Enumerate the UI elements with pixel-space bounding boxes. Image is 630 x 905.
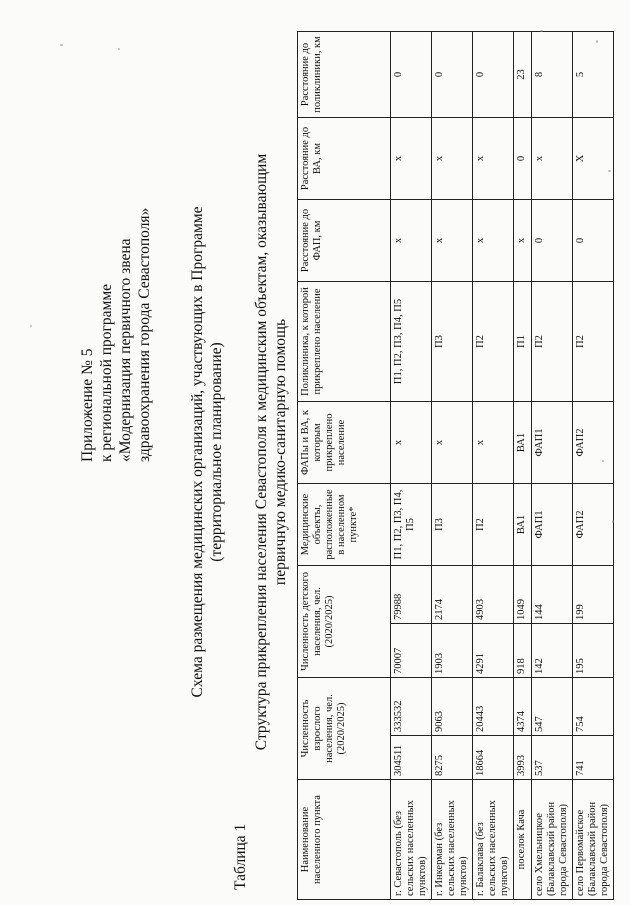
medical-objects: ВА1	[514, 483, 532, 565]
scan-speck	[596, 40, 598, 43]
child-2020: 1903	[432, 624, 473, 678]
table-row	[432, 31, 473, 899]
scan-speck	[602, 460, 604, 462]
distance-va: х	[473, 117, 514, 199]
scheme-title-line: Схема размещения медицинских организаций, участвующих в Программе	[189, 206, 206, 698]
distance-fap: 0	[532, 199, 573, 281]
adult-2025: 754	[573, 678, 614, 736]
child-2020: 4291	[473, 624, 514, 678]
attachment-table	[297, 31, 614, 900]
distance-polyclinic: 8	[532, 31, 573, 117]
distance-va: х	[432, 117, 473, 199]
fap-va: ФАП1	[532, 401, 573, 483]
appendix-line: Приложение № 5	[79, 348, 96, 462]
adult-2020: 8275	[432, 736, 473, 780]
child-2025: 199	[573, 565, 614, 623]
medical-objects: П1, П2, П3, П4, П5	[391, 483, 432, 565]
scan-speck	[608, 170, 611, 172]
header-cell: Расстояние до ФАП, км	[298, 199, 391, 281]
scheme-title	[188, 2, 226, 902]
distance-fap: х	[514, 199, 532, 281]
distance-polyclinic: 0	[391, 31, 432, 117]
polyclinic: П2	[473, 281, 514, 401]
distance-va: х	[532, 117, 573, 199]
polyclinic: П2	[532, 281, 573, 401]
rotated-sheet	[0, 2, 630, 902]
adult-2025: 4374	[514, 678, 532, 736]
medical-objects: П3	[432, 483, 473, 565]
header-cell: Наименование населенного пункта	[298, 780, 391, 900]
distance-va: х	[391, 117, 432, 199]
polyclinic: П2	[573, 281, 614, 401]
table-label: Таблица 1	[232, 823, 249, 890]
child-2025: 144	[532, 565, 573, 623]
distance-va: 0	[514, 117, 532, 199]
appendix-heading	[78, 208, 154, 462]
appendix-line: к региональной программе	[98, 283, 115, 462]
adult-2025: 547	[532, 678, 573, 736]
table-row	[391, 31, 432, 899]
structure-title	[252, 2, 290, 902]
distance-fap: х	[473, 199, 514, 281]
child-2020: 195	[573, 624, 614, 678]
distance-fap: х	[391, 199, 432, 281]
scheme-title-line: (территориальное планирование)	[208, 342, 225, 562]
distance-va: Х	[573, 117, 614, 199]
table-row	[532, 31, 573, 899]
adult-2020: 304511	[391, 736, 432, 780]
child-2025: 79988	[391, 565, 432, 623]
distance-polyclinic: 0	[432, 31, 473, 117]
header-cell: Численность детского населения, чел. (2020/2025)	[298, 565, 391, 677]
appendix-line: «Модернизация первичного звена	[117, 238, 134, 462]
medical-objects: ФАП1	[532, 483, 573, 565]
adult-2020: 3993	[514, 736, 532, 780]
adult-2020: 18664	[473, 736, 514, 780]
distance-fap: 0	[573, 199, 614, 281]
adult-2020: 537	[532, 736, 573, 780]
settlement-name: поселок Кача	[514, 780, 532, 900]
fap-va: ФАП2	[573, 401, 614, 483]
settlement-name: г. Севастополь (без сельских населенных пунктов)	[391, 780, 432, 900]
scan-speck	[118, 48, 120, 50]
adult-2020: 741	[573, 736, 614, 780]
child-2025: 4903	[473, 565, 514, 623]
fap-va: ВА1	[514, 401, 532, 483]
header-cell: Численность взрослого населения, чел. (2020/2025)	[298, 678, 391, 780]
child-2025: 2174	[432, 565, 473, 623]
polyclinic: П1	[514, 281, 532, 401]
header-cell: Медицинские объекты, расположенные в населенном пункте*	[298, 483, 391, 565]
distance-polyclinic: 0	[473, 31, 514, 117]
adult-2025: 333532	[391, 678, 432, 736]
distance-polyclinic: 5	[573, 31, 614, 117]
table-row	[514, 31, 532, 899]
scan-speck	[60, 44, 63, 46]
medical-objects: ФАП2	[573, 483, 614, 565]
fap-va: х	[391, 401, 432, 483]
settlement-name: село Хмельницкое (Балаклавский район города Севастополя)	[532, 780, 573, 900]
fap-va: х	[473, 401, 514, 483]
settlement-name: г. Балаклава (без сельских населенных пунктов)	[473, 780, 514, 900]
polyclinic: П3	[432, 281, 473, 401]
distance-fap: х	[432, 199, 473, 281]
table-row	[573, 31, 614, 899]
distance-polyclinic: 23	[514, 31, 532, 117]
header-cell: ФАПы и ВА, к которым прикреплено население	[298, 401, 391, 483]
structure-title-line: первичную медико-санитарную помощь	[272, 318, 289, 586]
table-header-row	[298, 31, 391, 899]
appendix-line: здравоохранения города Севастополя»	[136, 207, 153, 462]
adult-2025: 20443	[473, 678, 514, 736]
child-2020: 918	[514, 624, 532, 678]
header-cell: Расстояние до поликлиники, км	[298, 31, 391, 117]
header-cell: Поликлиника, к которой прикреплено население	[298, 281, 391, 401]
structure-title-line: Структура прикрепления населения Севастополя к медицинским объектам, оказывающим	[253, 153, 270, 751]
child-2025: 1049	[514, 565, 532, 623]
polyclinic: П1, П2, П3, П4, П5	[391, 281, 432, 401]
child-2020: 142	[532, 624, 573, 678]
child-2020: 70007	[391, 624, 432, 678]
medical-objects: П2	[473, 483, 514, 565]
scan-speck	[612, 520, 614, 523]
table-row	[473, 31, 514, 899]
settlement-name: г. Инкерман (без сельских населенных пунктов)	[432, 780, 473, 900]
adult-2025: 9063	[432, 678, 473, 736]
settlement-name: село Первомайское (Балаклавский район города Севастополя)	[573, 780, 614, 900]
scan-speck	[30, 325, 32, 327]
fap-va: х	[432, 401, 473, 483]
scan-speck	[540, 30, 543, 32]
header-cell: Расстояние до ВА, км	[298, 117, 391, 199]
